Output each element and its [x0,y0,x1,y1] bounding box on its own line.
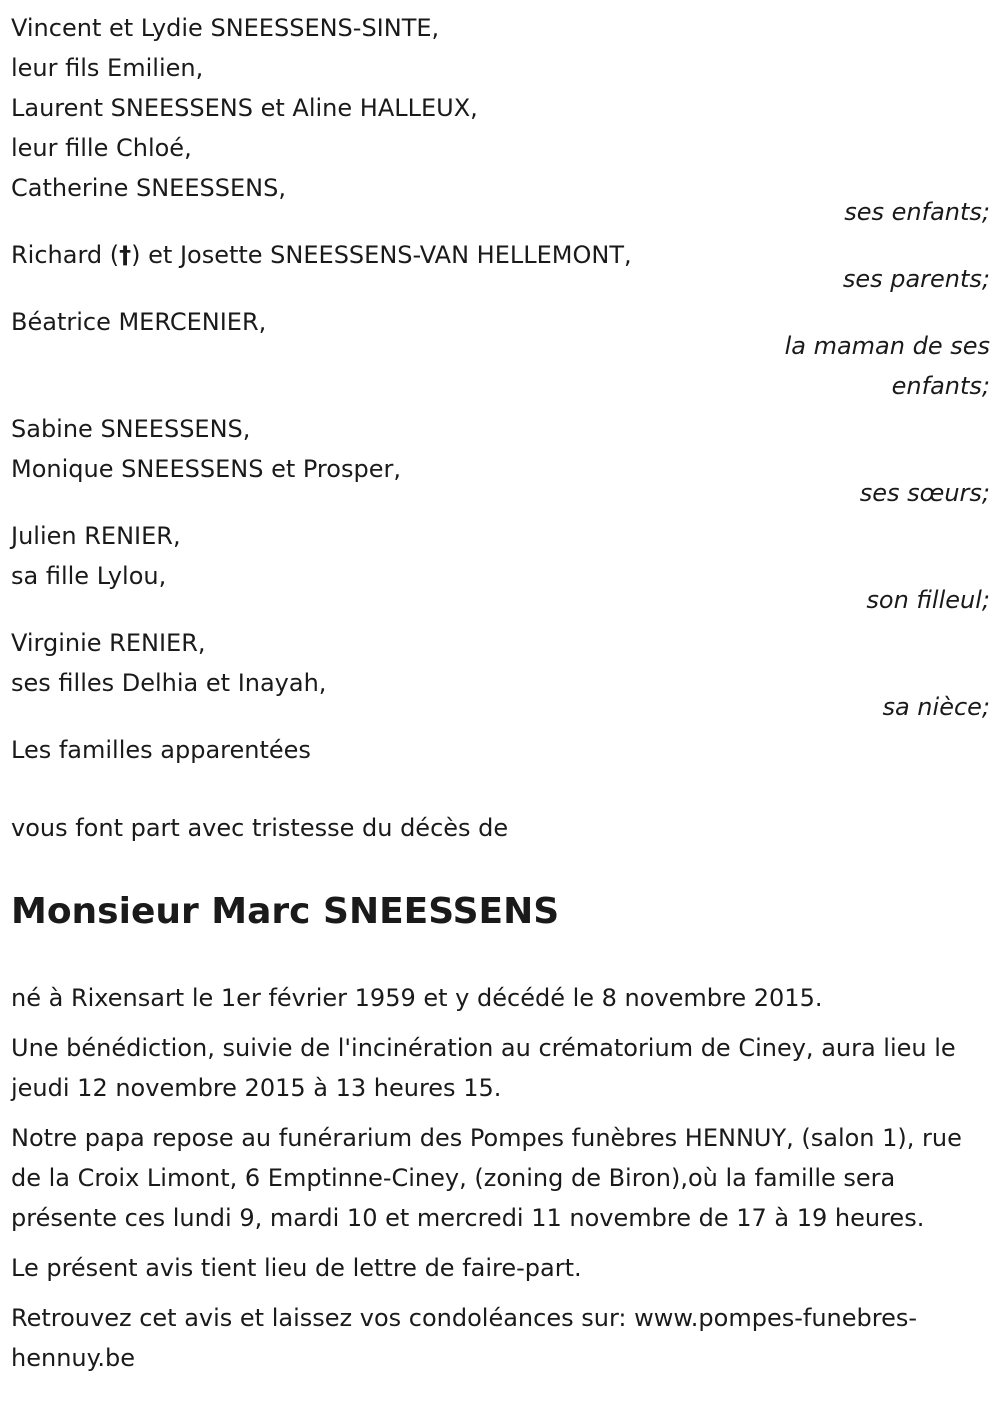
family-line: Béatrice MERCENIER, [11,308,267,336]
family-line: sa fille Lylou, [11,562,167,590]
relationship-label: ses sœurs; [859,479,990,507]
family-line-part: ) et Josette SNEESSENS-VAN HELLEMONT, [131,241,632,269]
family-line: Julien RENIER, [11,522,181,550]
relationship-label: sa nièce; [882,693,990,721]
birth-death-paragraph: né à Rixensart le 1er février 1959 et y décédé le 8 novembre 2015. [11,984,823,1012]
relationship-label: son filleul; [866,586,990,614]
family-group-mother [11,302,990,406]
family-line: Les familles apparentées [11,736,311,764]
condolences-paragraph: Retrouvez cet avis et laissez vos condoléances sur: www.pompes-funebres-hennuy.be [11,1304,918,1372]
family-group-children [11,8,990,232]
family-line-part: Richard ( [11,241,120,269]
ceremony-paragraph: Une bénédiction, suivie de l'incinération au crématorium de Ciney, aura lieu le jeudi 12 novembre 2015 à 13 heures 15. [11,1034,956,1102]
family-line: Laurent SNEESSENS et Aline HALLEUX, [11,94,478,122]
family-group-niece [11,623,990,727]
family-line: Sabine SNEESSENS, [11,415,251,443]
family-group-related [11,730,990,770]
announcement-intro: vous font part avec tristesse du décès de [11,814,509,842]
family-line: leur fils Emilien, [11,54,204,82]
family-line: Virginie RENIER, [11,629,206,657]
notice-paragraph: Le présent avis tient lieu de lettre de faire-part. [11,1254,582,1282]
family-group-parents [11,235,990,299]
family-group-godson [11,516,990,620]
family-line: Catherine SNEESSENS, [11,174,286,202]
cross-icon: † [119,241,132,269]
funerarium-paragraph: Notre papa repose au funérarium des Pompes funèbres HENNUY, (salon 1), rue de la Croix Limont, 6 Emptinne-Ciney, (zoning de Biron),où la famille sera présente ces lundi 9, mardi 10 et mercredi 11 novembre de 17 à 19 heures. [11,1124,962,1232]
relationship-label: ses parents; [842,265,990,293]
relationship-label: enfants; [891,372,990,400]
family-line: Monique SNEESSENS et Prosper, [11,455,401,483]
family-group-sisters [11,409,990,513]
family-line: leur fille Chloé, [11,134,192,162]
family-line: Vincent et Lydie SNEESSENS-SINTE, [11,14,440,42]
relationship-label: ses enfants; [844,198,990,226]
relationship-label: la maman de ses [784,332,990,360]
deceased-name: Monsieur Marc SNEESSENS [11,891,560,932]
family-line: ses filles Delhia et Inayah, [11,669,327,697]
